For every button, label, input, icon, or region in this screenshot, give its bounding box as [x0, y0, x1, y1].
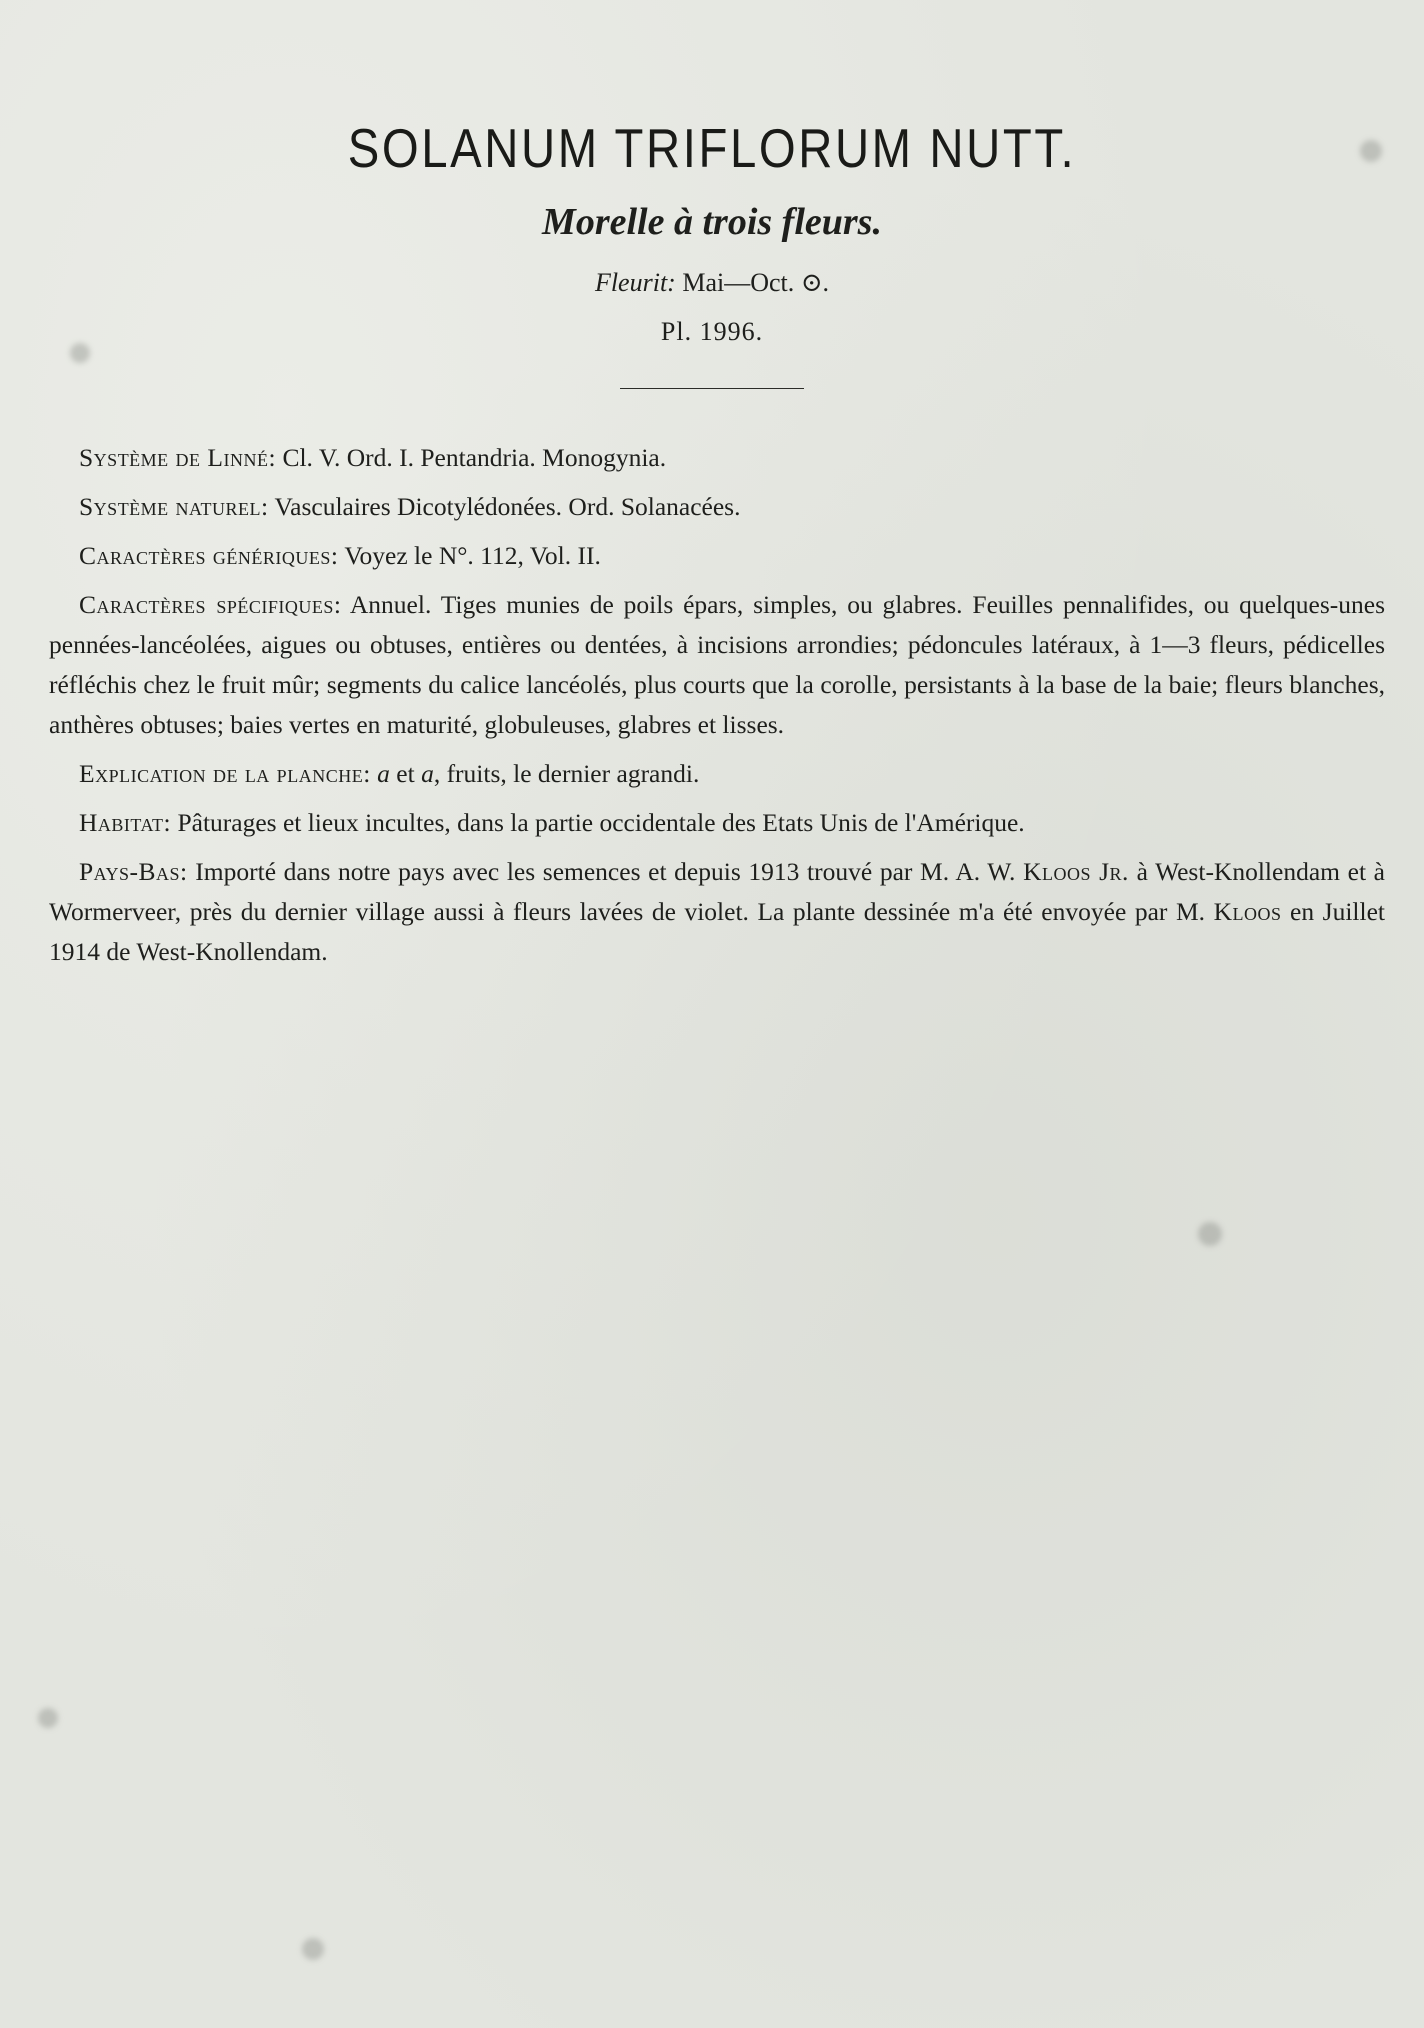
- section-text: Voyez le N°. 112, Vol. II.: [338, 541, 601, 570]
- section-text: et: [389, 759, 422, 788]
- section-text: Cl. V. Ord. I. Pentandria. Monogynia.: [276, 443, 667, 472]
- section-label: Système de Linné:: [79, 443, 277, 472]
- section-specifiques: [49, 585, 1385, 745]
- section-habitat: [49, 803, 1385, 843]
- section-text: en Juillet 1914 de West-Knollendam.: [49, 897, 1385, 966]
- section-pays-bas: [49, 852, 1385, 972]
- description-body: [49, 438, 1385, 981]
- section-label: Système naturel:: [79, 492, 269, 521]
- figure-letter: a: [377, 759, 390, 788]
- section-text: Importé dans notre pays avec les semences et depuis 1913 trouvé par M. A. W.: [187, 857, 1024, 886]
- paper-spot: [1198, 1222, 1222, 1246]
- person-name: Kloos: [1213, 897, 1282, 926]
- paper-spot: [38, 1708, 58, 1728]
- section-label: Caractères spécifiques:: [79, 590, 342, 619]
- figure-letter: a: [421, 759, 434, 788]
- section-text: à West-Knollendam et à Wormerveer, près du dernier village aussi à fleurs lavées de violet. La plante dessinée m'a été envoyée par M.: [49, 857, 1385, 926]
- section-text: Pâturages et lieux incultes, dans la partie occidentale des Etats Unis de l'Amérique.: [171, 808, 1025, 837]
- section-label: Habitat:: [79, 808, 172, 837]
- section-linne: [49, 438, 1385, 478]
- paper-spot: [1360, 140, 1382, 162]
- divider-rule: [620, 388, 804, 389]
- section-label: Pays-Bas:: [79, 857, 188, 886]
- paper-spot: [302, 1938, 324, 1960]
- section-label: Caractères génériques:: [79, 541, 339, 570]
- person-name: Kloos Jr.: [1023, 857, 1129, 886]
- section-text: , fruits, le dernier agrandi.: [433, 759, 700, 788]
- flowering-label: Fleurit:: [594, 268, 676, 297]
- flowering-value: Mai—Oct. ⊙.: [682, 268, 830, 297]
- section-naturel: [49, 487, 1385, 527]
- common-name: Morelle à trois fleurs.: [542, 201, 882, 243]
- section-text: Vasculaires Dicotylédonées. Ord. Solanacées.: [268, 492, 741, 521]
- page-title: SOLANUM TRIFLORUM NUTT.: [347, 117, 1077, 179]
- plate-number: Pl. 1996.: [660, 317, 764, 346]
- section-label: Explication de la planche:: [79, 759, 371, 788]
- section-text: Annuel. Tiges munies de poils épars, simples, ou glabres. Feuilles pennalifides, ou quelques-unes pennées-lancéolées, aigues ou obtuses, entières ou dentées, à incisions arrondies; pédoncules latéraux, à 1—3 fleurs, pédicelles réfléchis chez le fruit mûr; segments du calice lancéolés, plus courts que la corolle, persistants à la base de la baie; fleurs blanches, anthères obtuses; baies vertes en maturité, globuleuses, glabres et lisses.: [49, 590, 1385, 739]
- section-generiques: [49, 536, 1385, 576]
- flowering-line: [0, 267, 1424, 299]
- section-explication: [49, 754, 1385, 794]
